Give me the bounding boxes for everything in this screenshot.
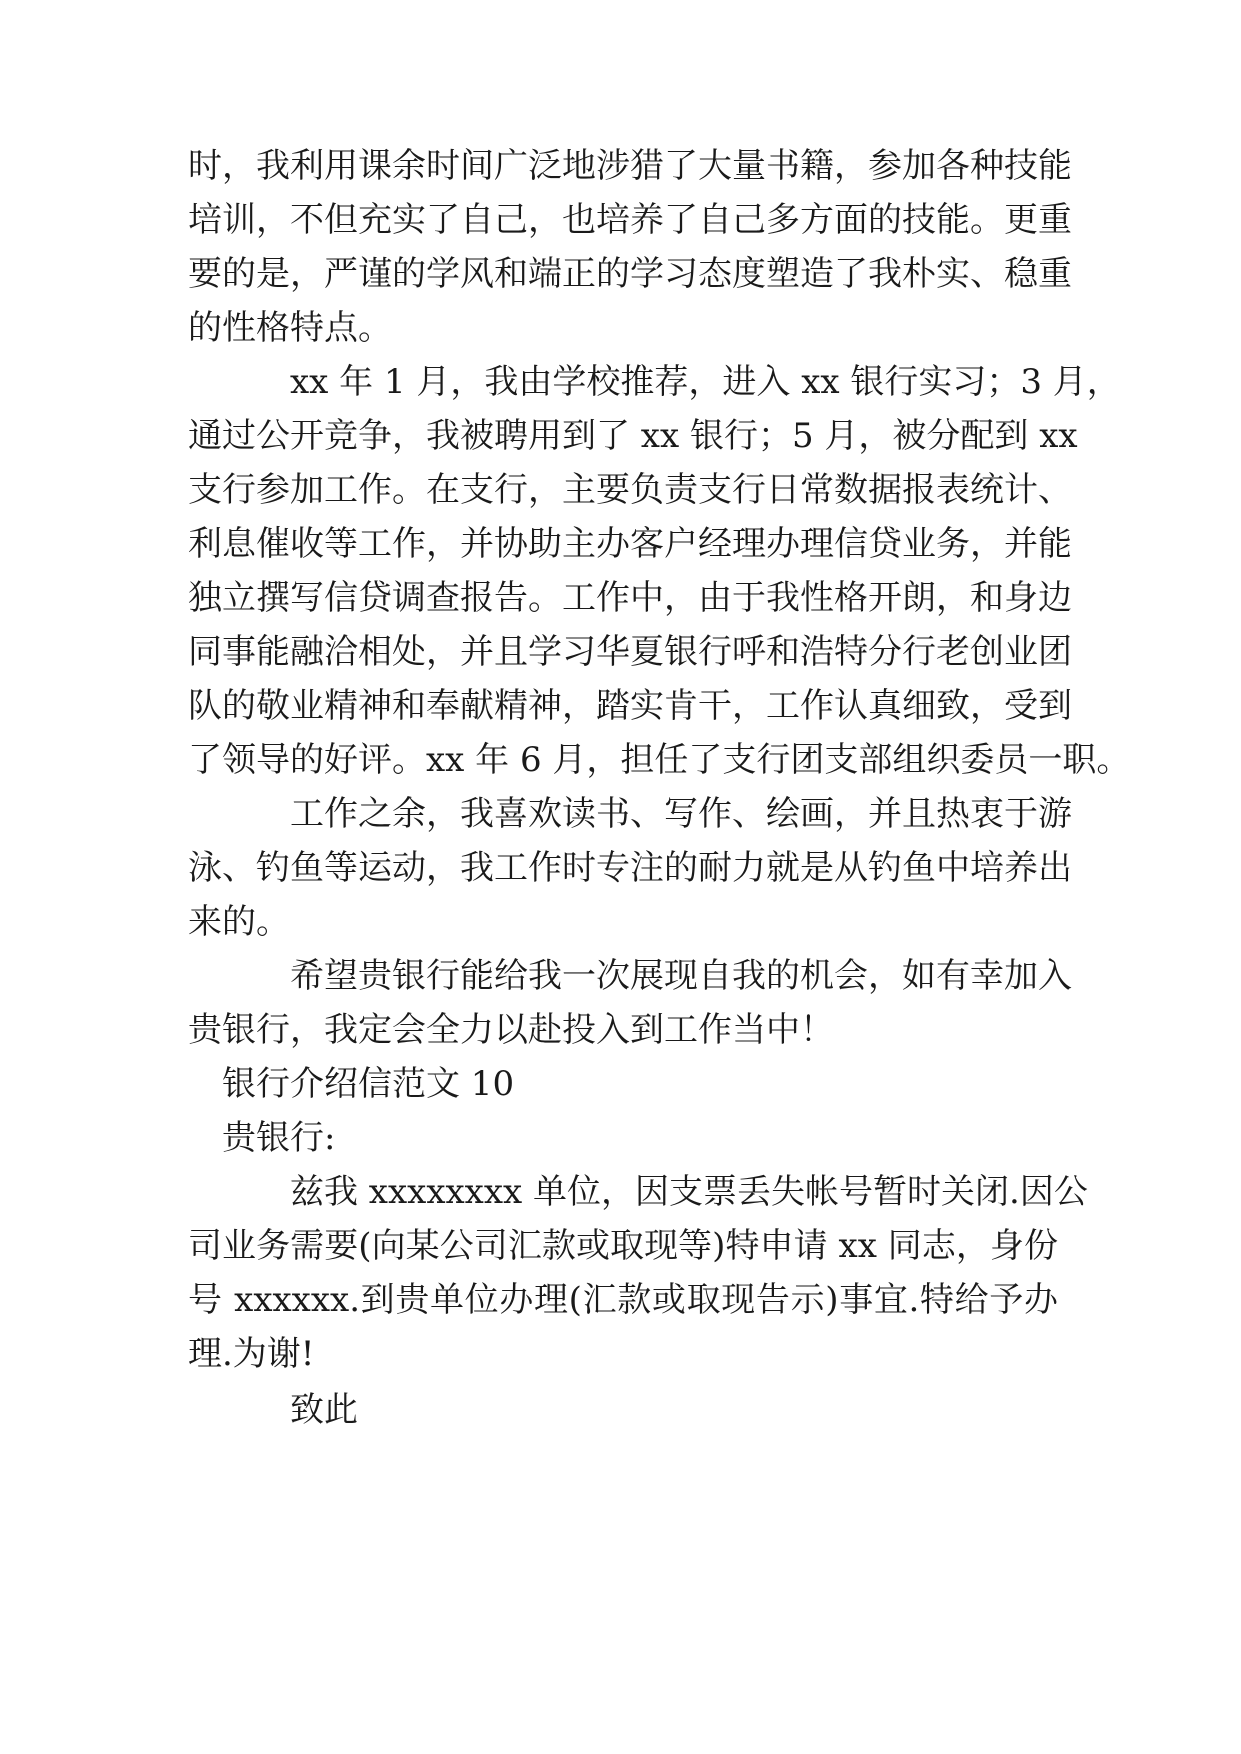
- letter-body-line: 理.为谢!: [188, 1334, 315, 1374]
- paragraph-line: 希望贵银行能给我一次展现自我的机会，如有幸加入: [290, 956, 1072, 996]
- paragraph-line: 的性格特点。: [188, 308, 392, 348]
- section-title: 银行介绍信范文 10: [222, 1064, 515, 1104]
- paragraph-line: 培训，不但充实了自己，也培养了自己多方面的技能。更重: [188, 200, 1072, 240]
- paragraph-line: 支行参加工作。在支行，主要负责支行日常数据报表统计、: [188, 470, 1072, 510]
- closing: 致此: [290, 1390, 358, 1430]
- paragraph-line: xx 年 1 月，我由学校推荐，进入 xx 银行实习；3 月，: [290, 362, 1121, 402]
- paragraph-line: 要的是，严谨的学风和端正的学习态度塑造了我朴实、稳重: [188, 254, 1072, 294]
- letter-body-line: 号 xxxxxx.到贵单位办理(汇款或取现告示)事宜.特给予办: [188, 1280, 1058, 1320]
- paragraph-line: 泳、钓鱼等运动，我工作时专注的耐力就是从钓鱼中培养出: [188, 848, 1072, 888]
- paragraph-line: 时，我利用课余时间广泛地涉猎了大量书籍，参加各种技能: [188, 146, 1072, 186]
- paragraph-line: 了领导的好评。xx 年 6 月，担任了支行团支部组织委员一职。: [188, 740, 1131, 780]
- paragraph-line: 独立撰写信贷调查报告。工作中，由于我性格开朗，和身边: [188, 578, 1072, 618]
- paragraph-line: 队的敬业精神和奉献精神，踏实肯干，工作认真细致，受到: [188, 686, 1072, 726]
- paragraph-line: 通过公开竞争，我被聘用到了 xx 银行；5 月，被分配到 xx: [188, 416, 1078, 456]
- paragraph-line: 同事能融洽相处，并且学习华夏银行呼和浩特分行老创业团: [188, 632, 1072, 672]
- letter-body-line: 司业务需要(向某公司汇款或取现等)特申请 xx 同志，身份: [188, 1226, 1058, 1266]
- salutation: 贵银行:: [222, 1118, 336, 1158]
- paragraph-line: 工作之余，我喜欢读书、写作、绘画，并且热衷于游: [290, 794, 1072, 834]
- paragraph-line: 来的。: [188, 902, 290, 942]
- paragraph-line: 利息催收等工作，并协助主办客户经理办理信贷业务，并能: [188, 524, 1072, 564]
- paragraph-line: 贵银行，我定会全力以赴投入到工作当中！: [188, 1010, 834, 1050]
- letter-body-line: 兹我 xxxxxxxx 单位，因支票丢失帐号暂时关闭.因公: [290, 1172, 1088, 1212]
